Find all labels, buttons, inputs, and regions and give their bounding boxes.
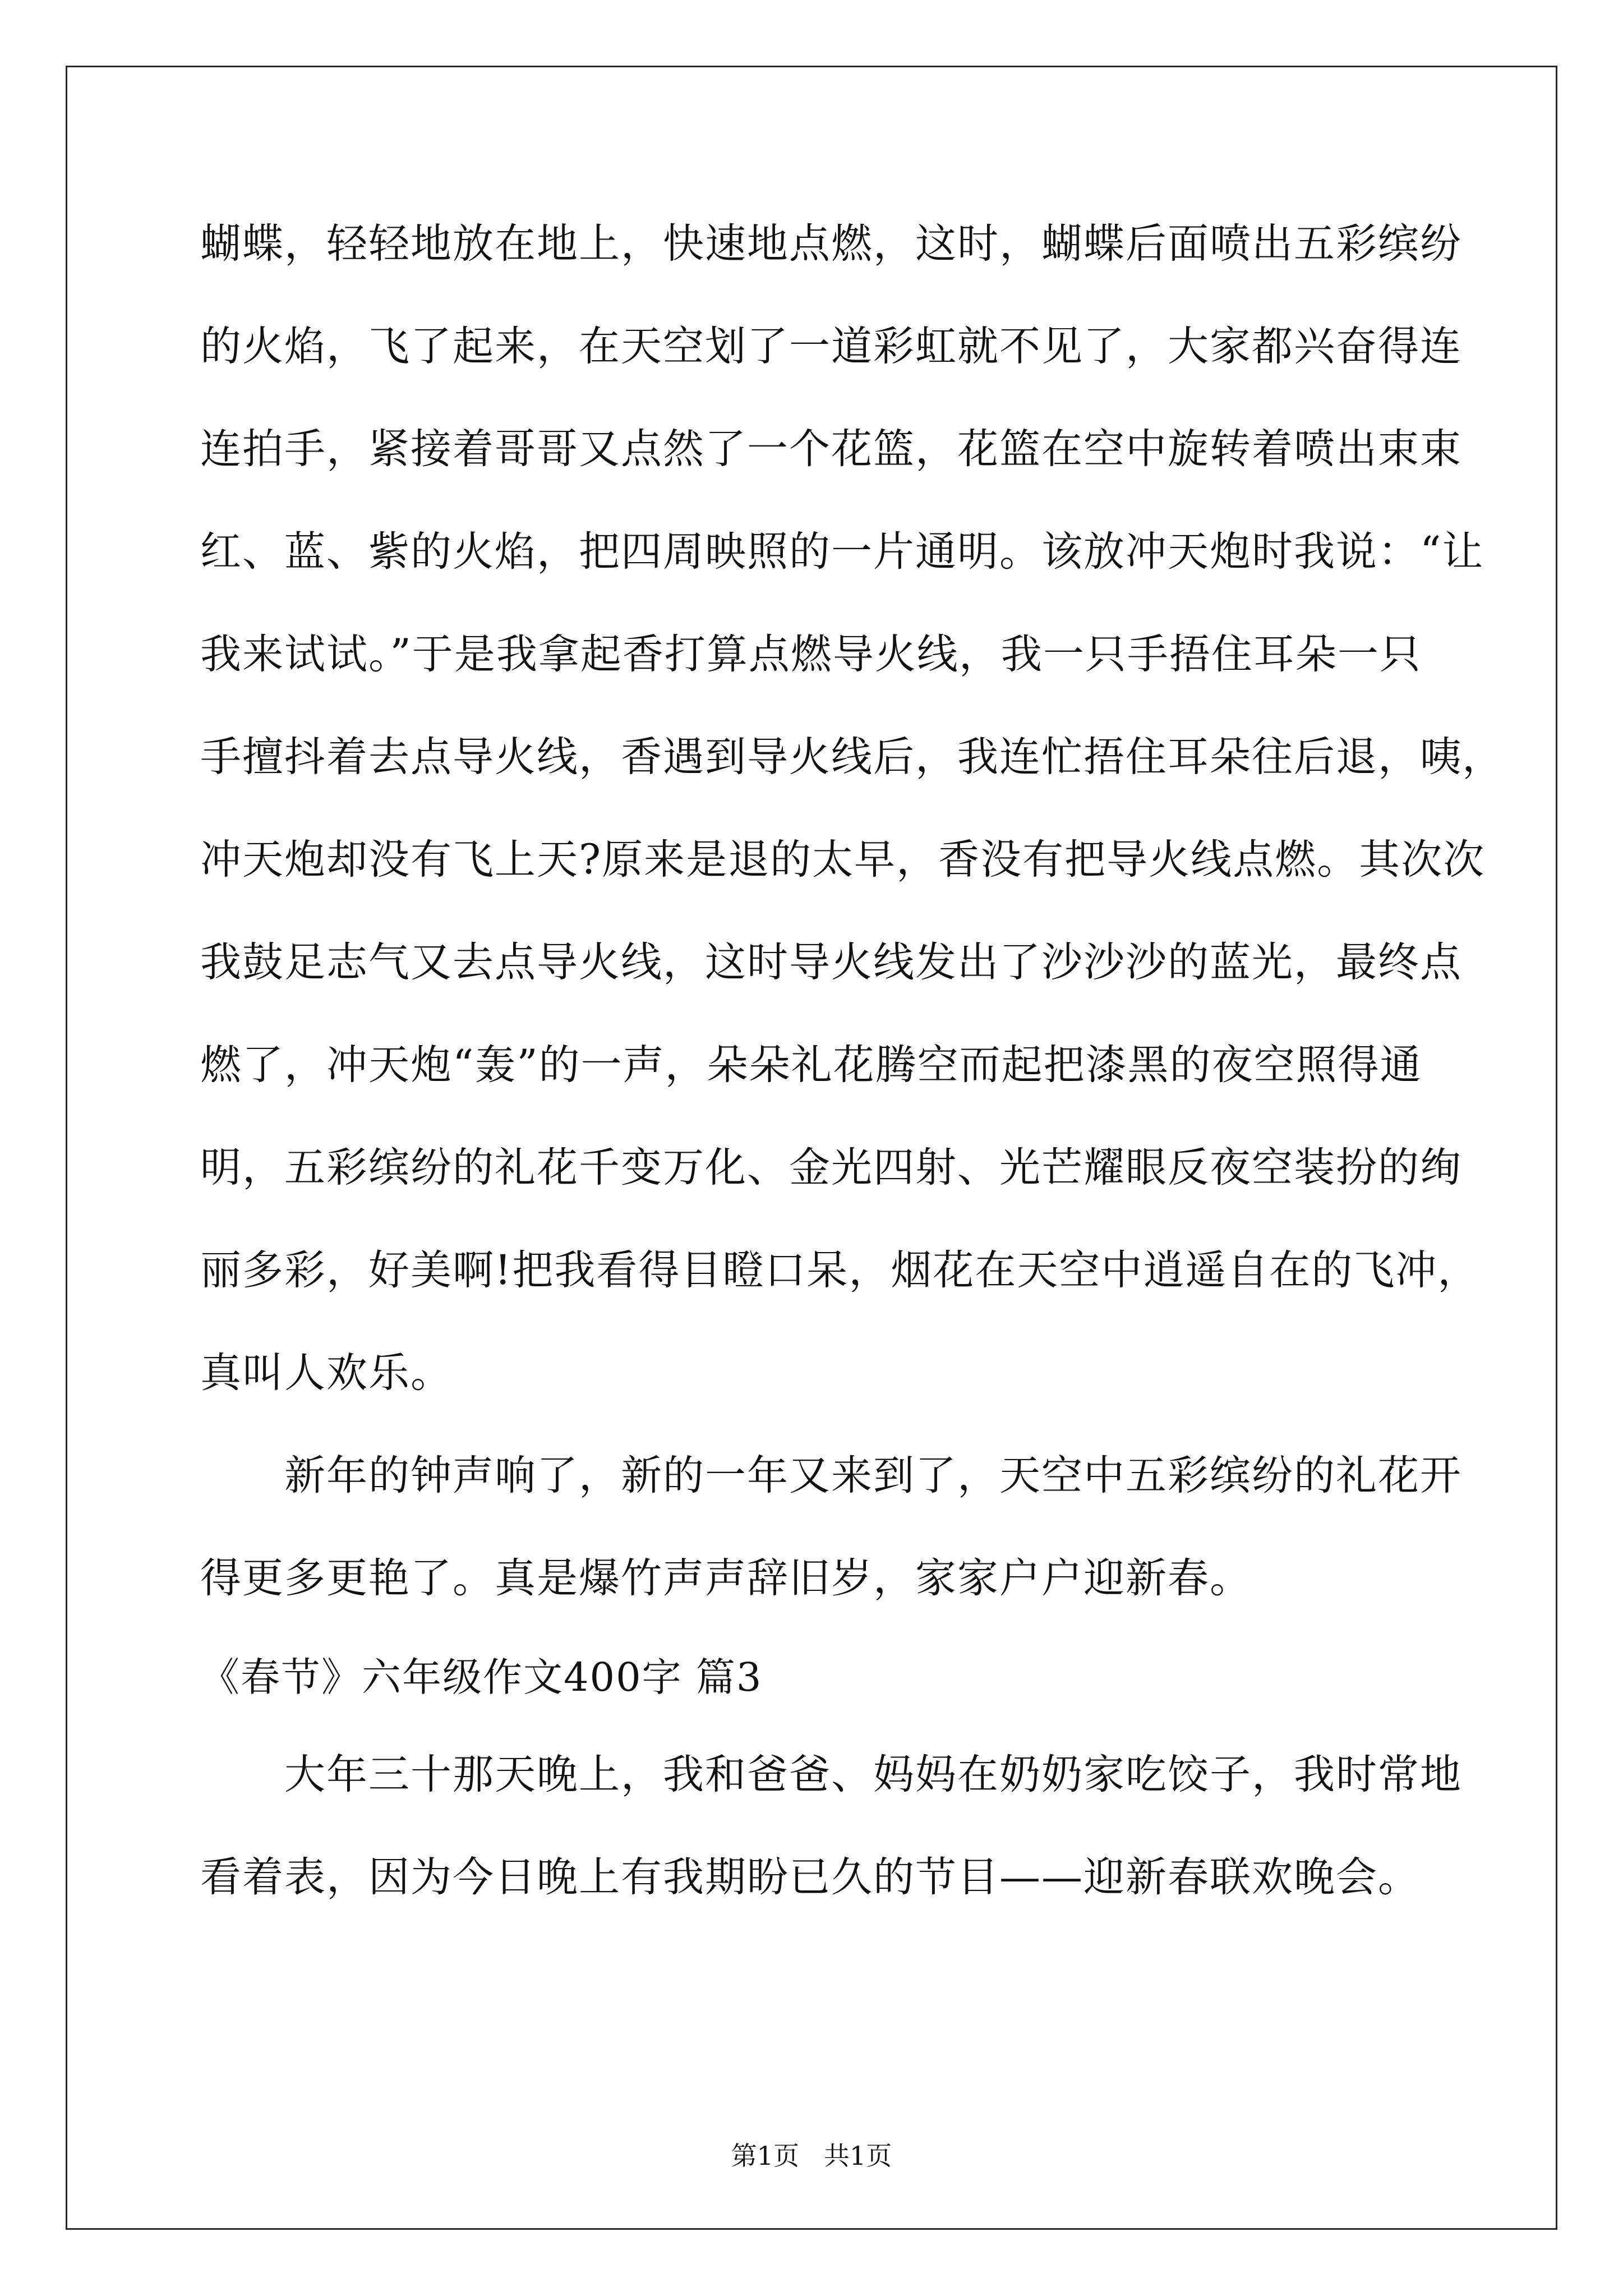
text-line: 的火焰，飞了起来，在天空划了一道彩虹就不见了，大家都兴奋得连 — [200, 323, 1462, 370]
text-line: 明，五彩缤纷的礼花千变万化、金光四射、光芒耀眼反夜空装扮的绚 — [200, 1144, 1462, 1191]
text-line: 真叫人欢乐。 — [200, 1349, 453, 1397]
section-heading: 《春节》六年级作文400字 篇3 — [200, 1654, 763, 1700]
text-line: 冲天炮却没有飞上天?原来是退的太早，香没有把导火线点燃。其次次 — [200, 836, 1486, 884]
page-footer: 第1页 共1页 — [731, 2141, 892, 2171]
text-line: 燃了，冲天炮“轰”的一声，朵朵礼花腾空而起把漆黑的夜空照得通 — [200, 1041, 1422, 1089]
text-line: 得更多更艳了。真是爆竹声声辞旧岁，家家户户迎新春。 — [200, 1554, 1252, 1602]
text-line: 我来试试。”于是我拿起香打算点燃导火线，我一只手捂住耳朵一只 — [200, 631, 1422, 678]
text-line: 手擅抖着去点导火线，香遇到导火线后，我连忙捂住耳朵往后退，咦， — [200, 733, 1504, 781]
paragraph-line: 新年的钟声响了，新的一年又来到了，天空中五彩缤纷的礼花开 — [200, 1452, 1462, 1499]
text-line: 丽多彩，好美啊!把我看得目瞪口呆，烟花在天空中逍遥自在的飞冲， — [200, 1246, 1480, 1294]
text-line: 蝴蝶，轻轻地放在地上，快速地点燃，这时，蝴蝶后面喷出五彩缤纷 — [200, 220, 1462, 268]
text-line: 连拍手，紧接着哥哥又点然了一个花篮，花篮在空中旋转着喷出束束 — [200, 425, 1462, 473]
text-line: 红、蓝、紫的火焰，把四周映照的一片通明。该放冲天炮时我说：“让 — [200, 528, 1484, 576]
text-line: 看着表，因为今日晚上有我期盼已久的节目——迎新春联欢晚会。 — [200, 1853, 1420, 1901]
text-line: 我鼓足志气又去点导火线，这时导火线发出了沙沙沙的蓝光，最终点 — [200, 938, 1462, 986]
paragraph-line: 大年三十那天晚上，我和爸爸、妈妈在奶奶家吃饺子，我时常地 — [200, 1751, 1462, 1798]
